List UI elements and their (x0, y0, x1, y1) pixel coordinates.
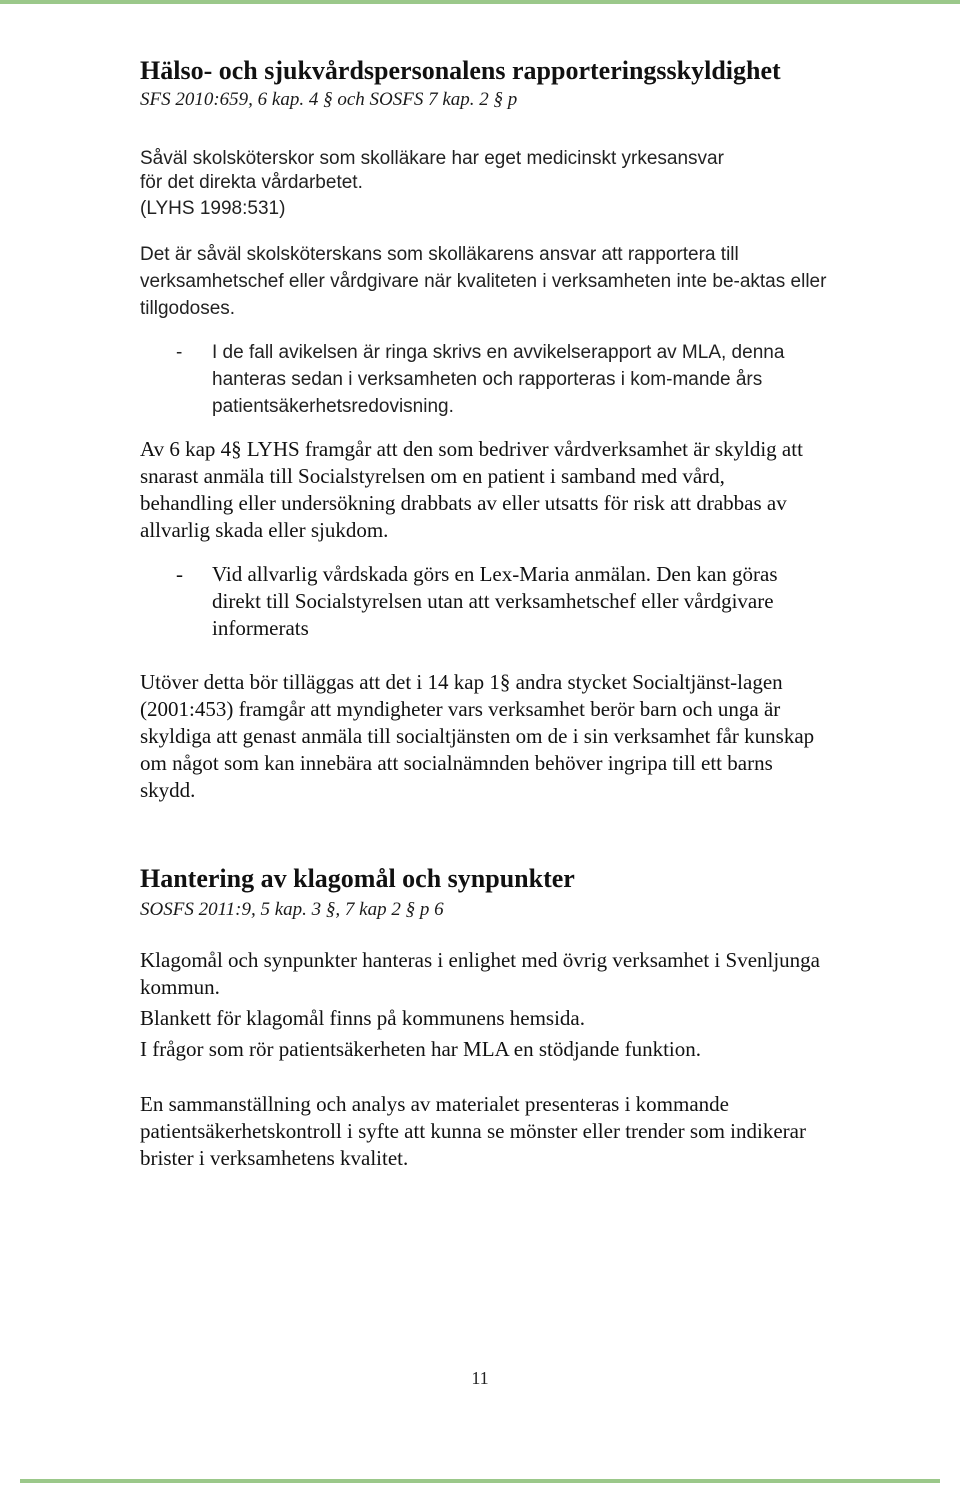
paragraph-lyhs-obligation: Av 6 kap 4§ LYHS framgår att den som bedriver vårdverksamhet är skyldig att snarast anmäla till Socialstyrelsen om en patient i samband med vård, behandling eller undersökning drabbats av eller utsatts för risk att drabbas av allvarlig skada eller sjukdom. (140, 437, 803, 542)
page-number: 11 (471, 1368, 489, 1388)
section-heading-reporting: Hälso- och sjukvårdspersonalens rapporteringsskyldighet (140, 56, 781, 85)
paragraph-reporting-duty: Det är såväl skolsköterskans som skolläkarens ansvar att rapportera till verksamhetschef eller vårdgivare när kvaliteten i verksamheten inte be-aktas eller tillgodoses. (140, 244, 827, 319)
section-heading-complaints: Hantering av klagomål och synpunkter (140, 864, 575, 893)
bullet-lex-maria (176, 561, 840, 642)
page-content (140, 54, 840, 1172)
complaints-reference: SOSFS 2011:9, 5 kap. 3 §, 7 kap 2 § p 6 (140, 899, 444, 920)
paragraph-responsibility-line1: Såväl skolsköterskor som skolläkare har eget medicinskt yrkesansvar (140, 148, 724, 169)
bullet-deviation-text: I de fall avikelsen är ringa skrivs en avvikelserapport av MLA, denna hanteras sedan i verksamheten och rapporteras i kom-mande års patientsäkerhetsredovisning. (212, 342, 785, 417)
bullet-deviation-report (176, 339, 840, 420)
bullet-lex-maria-text: Vid allvarlig vårdskada görs en Lex-Maria anmälan. Den kan göras direkt till Socialstyrelsen utan att verksamhetschef eller vårdgivare informerats (212, 562, 778, 640)
bullet-dash: - (176, 562, 183, 586)
paragraph-responsibility-line3: (LYHS 1998:531) (140, 198, 286, 219)
paragraph-complaints-form: Blankett för klagomål finns på kommunens hemsida. (140, 1006, 585, 1030)
paragraph-responsibility-line2: för det direkta vårdarbetet. (140, 172, 363, 193)
paragraph-summary-analysis: En sammanställning och analys av materialet presenteras i kommande patientsäkerhetskontroll i syfte att kunna se mönster eller trender som indikerar brister i verksamhetens kvalitet. (140, 1092, 806, 1170)
reporting-reference: SFS 2010:659, 6 kap. 4 § och SOSFS 7 kap. 2 § p (140, 89, 518, 110)
bullet-dash: - (176, 342, 183, 363)
paragraph-complaints-handling: Klagomål och synpunkter hanteras i enlighet med övrig verksamhet i Svenljunga kommun. (140, 948, 820, 999)
bottom-rule (20, 1479, 940, 1483)
paragraph-social-services: Utöver detta bör tilläggas att det i 14 kap 1§ andra stycket Socialtjänst-lagen (2001:453) framgår att myndigheter vars verksamhet berör barn och unga är skyldiga att genast anmäla till socialtjänsten om de i sin verksamhet får kunskap om något som kan innebära att socialnämnden behöver ingripa till ett barns skydd. (140, 670, 815, 802)
top-rule (0, 0, 960, 4)
paragraph-mla-support: I frågor som rör patientsäkerheten har MLA en stödjande funktion. (140, 1037, 702, 1061)
